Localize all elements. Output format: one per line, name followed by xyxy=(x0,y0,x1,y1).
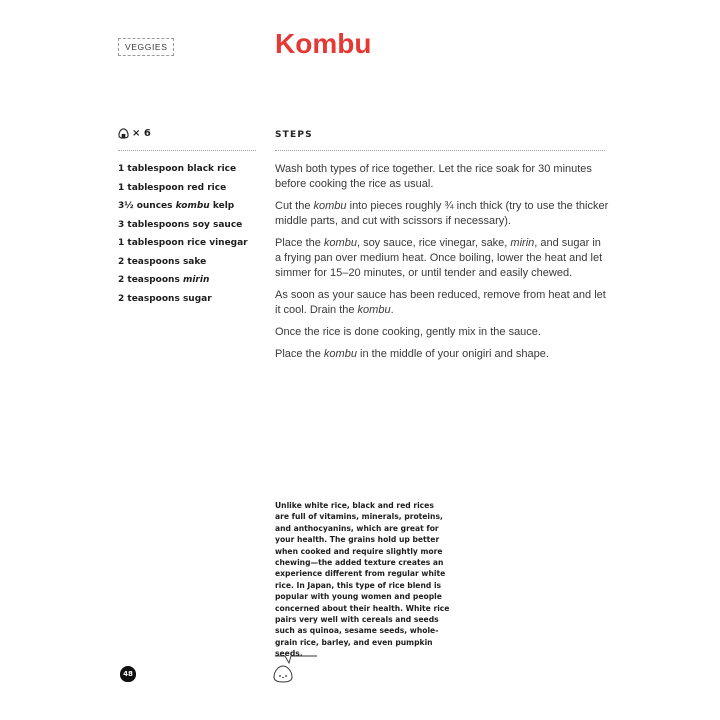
ingredient-item: 3½ ounces kombu kelp xyxy=(118,201,235,211)
speech-tail-icon xyxy=(275,655,317,665)
steps-divider xyxy=(275,150,605,151)
ingredient-item: 1 tablespoon red rice xyxy=(118,182,227,193)
step: Place the kombu in the middle of your onigiri and shape. xyxy=(275,348,549,360)
steps-heading: STEPS xyxy=(275,130,313,140)
ingredient-item: 1 tablespoon black rice xyxy=(118,164,237,174)
step: Once the rice is done cooking, gently mix in the sauce. xyxy=(275,326,541,338)
step: Cut the kombu into pieces roughly ¾ inch thick (try to use the thicker middle parts, and cut with scissors if necessary). xyxy=(275,200,609,227)
page-number: 48 xyxy=(120,666,136,682)
ingredient-item: 2 teaspoons sugar xyxy=(118,293,212,304)
step: As soon as your sauce has been reduced, remove from heat and let it cool. Drain the kombu. xyxy=(275,289,606,316)
ingredient-item: 1 tablespoon rice vinegar xyxy=(118,238,248,248)
onigiri-mascot-icon xyxy=(273,665,293,683)
step: Place the kombu, soy sauce, rice vinegar, sake, mirin, and sugar in a frying pan over medium heat. Once boiling, lower the heat and let simmer for 15–20 minutes, or until tender and easily chewed. xyxy=(275,237,603,279)
ingredient-item: 2 teaspoons mirin xyxy=(118,275,210,285)
step: Wash both types of rice together. Let the rice soak for 30 minutes before cooking the rice as usual. xyxy=(275,163,592,190)
side-note: Unlike white rice, black and red rices are full of vitamins, minerals, proteins, and anthocyanins, which are great for your health. The grains hold up better when cooked and require slightly more chewing—the added texture creates an experience different from regular white rice. In Japan, this type of rice blend is popular with young women and people concerned about their health. White rice pairs very well with cereals and seeds such as quinoa, sesame seeds, whole-grain rice, barley, and even pumpkin seeds. xyxy=(275,501,450,659)
ingredients-list xyxy=(118,163,248,311)
servings-count: × 6 xyxy=(132,128,151,139)
steps-list xyxy=(275,162,610,369)
servings xyxy=(118,128,151,139)
category-tag: VEGGIES xyxy=(118,38,174,56)
ingredient-item: 2 teaspoons sake xyxy=(118,256,207,267)
ingredient-item: 3 tablespoons soy sauce xyxy=(118,219,243,230)
recipe-title: Kombu xyxy=(275,28,372,59)
onigiri-icon xyxy=(118,128,129,139)
ingredients-divider xyxy=(118,150,256,151)
